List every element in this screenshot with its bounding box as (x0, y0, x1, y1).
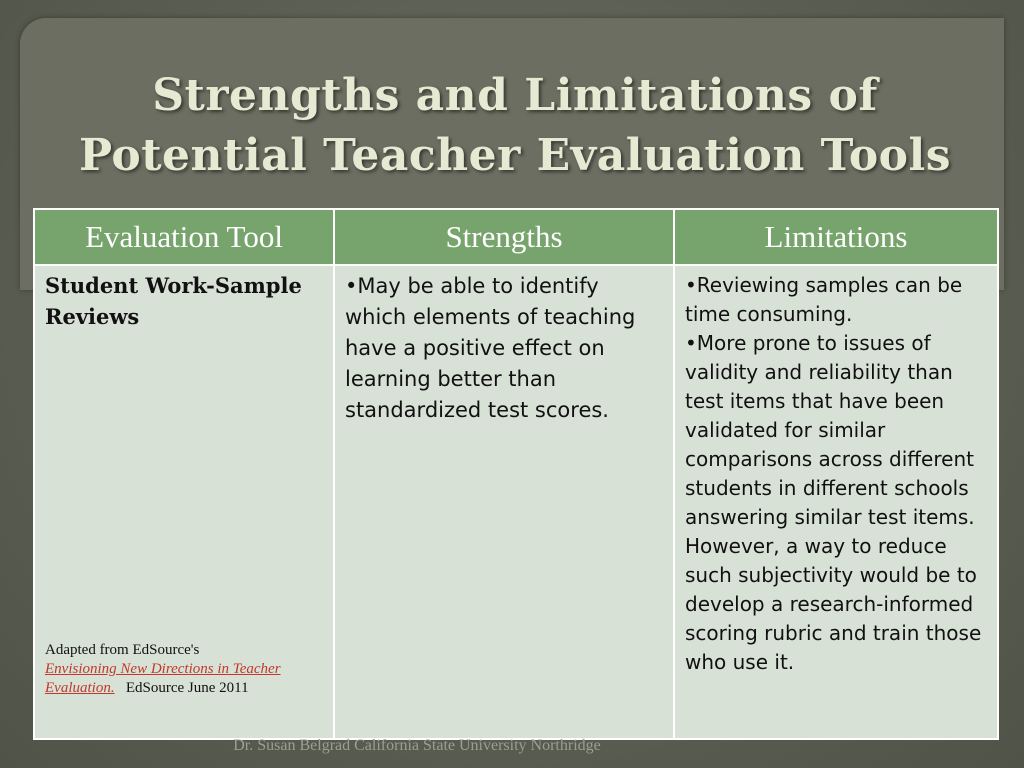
source-citation (45, 641, 330, 698)
evaluation-table (33, 208, 999, 740)
table-header-row (34, 209, 998, 265)
strengths-cell (334, 265, 674, 739)
source-suffix: EdSource June 2011 (125, 680, 249, 696)
header-limitations: Limitations (674, 209, 998, 265)
source-link[interactable]: Envisioning New Directions in Teacher Evaluation. (45, 661, 281, 696)
slide-title (20, 66, 1010, 186)
table-row (34, 265, 998, 739)
strength-text: •May be able to identify which elements of teaching have a positive effect on learning better than standardized test scores. (345, 274, 636, 422)
limitation-item-2: •More prone to issues of validity and reliability than test items that have been validated for similar comparisons across different students in different schools answering similar test items. However, a way to reduce such subjectivity would be to develop a research-informed scoring rubric and train those who use it. (685, 331, 982, 674)
tool-cell (34, 265, 334, 739)
limitation-item-1: •Reviewing samples can be time consuming. (685, 273, 963, 326)
slide-footer: Dr. Susan Belgrad California State University Northridge (233, 737, 601, 754)
title-line-1: Strengths and Limitations of (152, 70, 878, 121)
tool-name: Student Work-Sample Reviews (45, 273, 302, 329)
limitations-cell (674, 265, 998, 739)
header-evaluation-tool: Evaluation Tool (34, 209, 334, 265)
source-prefix: Adapted from EdSource's (45, 642, 200, 658)
header-strengths: Strengths (334, 209, 674, 265)
title-line-2: Potential Teacher Evaluation Tools (78, 130, 951, 181)
